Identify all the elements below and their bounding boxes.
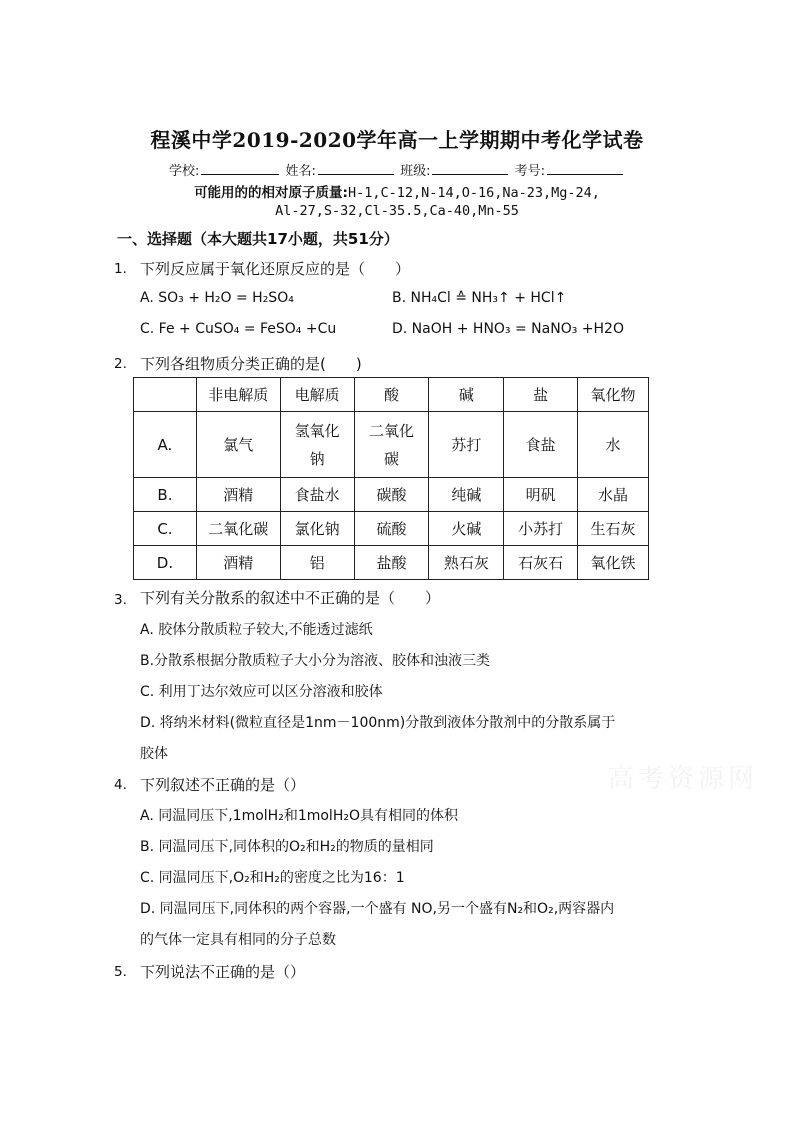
option-d: D. 同温同压下,同体积的两个容器,一个盛有 NO,另一个盛有N₂和O₂,两容器内: [140, 901, 615, 917]
table-cell: 火碱: [429, 512, 504, 546]
table-cell: 铝: [280, 546, 354, 580]
option-d-continued: 的气体一定具有相同的分子总数: [140, 932, 336, 948]
option-d: D. NaOH + HNO₃ = NaNO₃ +H2O: [392, 321, 624, 337]
name-label: 姓名:: [285, 164, 316, 179]
table-cell: 二氧化碳: [354, 412, 429, 478]
table-cell: 水晶: [578, 478, 649, 512]
table-header-cell: 碱: [429, 378, 504, 412]
option-d-continued: 胶体: [140, 746, 168, 762]
table-cell: 食盐水: [280, 478, 354, 512]
school-label: 学校:: [169, 164, 200, 179]
option-a: A. 同温同压下,1molH₂和1molH₂O具有相同的体积: [140, 808, 458, 824]
table-cell: 苏打: [429, 412, 504, 478]
option-c: C. 利用丁达尔效应可以区分溶液和胶体: [140, 684, 383, 700]
question-number: 3.: [114, 592, 127, 608]
option-a: A. 胶体分散质粒子较大,不能透过滤纸: [140, 622, 373, 638]
atomic-mass-line-1: [0, 181, 794, 201]
exam-no-label: 考号:: [514, 164, 545, 179]
school-blank[interactable]: [201, 161, 279, 175]
exam-no-blank[interactable]: [547, 161, 623, 175]
table-row: [134, 478, 649, 512]
atomic-mass-label: 可能用的的相对原子质量:: [194, 185, 348, 201]
class-blank[interactable]: [432, 161, 508, 175]
table-cell: A.: [134, 412, 197, 478]
watermark: 高考资源网: [608, 764, 759, 794]
table-cell: 熟石灰: [429, 546, 504, 580]
table-cell: 纯碱: [429, 478, 504, 512]
atomic-mass-values-2: Al-27,S-32,Cl-35.5,Ca-40,Mn-55: [275, 203, 519, 219]
table-cell: 水: [578, 412, 649, 478]
option-c: C. Fe + CuSO₄ = FeSO₄ +Cu: [140, 321, 337, 337]
student-info-line: [0, 160, 794, 179]
section-title: 一、选择题（本大题共17小题，共51分）: [117, 230, 399, 248]
question-text: 下列叙述不正确的是（）: [140, 776, 306, 794]
table-cell: 盐酸: [354, 546, 429, 580]
question-text: 下列说法不正确的是（）: [140, 963, 306, 981]
table-header-cell: 非电解质: [196, 378, 280, 412]
option-a: A. SO₃ + H₂O = H₂SO₄: [140, 290, 294, 306]
table-cell: 氯气: [196, 412, 280, 478]
option-b: B. NH₄Cl ≙ NH₃↑ + HCl↑: [392, 290, 567, 306]
table-header-cell: 酸: [354, 378, 429, 412]
option-d: D. 将纳米材料(微粒直径是1nm－100nm)分散到液体分散剂中的分散系属于: [140, 715, 616, 731]
table-cell: 氧化铁: [578, 546, 649, 580]
table-header-cell: [134, 378, 197, 412]
question-number: 1.: [114, 261, 127, 277]
question-number: 5.: [114, 964, 127, 980]
table-cell: 小苏打: [504, 512, 578, 546]
table-cell: D.: [134, 546, 197, 580]
table-cell: B.: [134, 478, 197, 512]
page-title: 程溪中学2019-2020学年高一上学期期中考化学试卷: [150, 128, 644, 152]
table-header-cell: 盐: [504, 378, 578, 412]
classification-table: [133, 377, 649, 580]
table-cell: 石灰石: [504, 546, 578, 580]
table-header-cell: 氧化物: [578, 378, 649, 412]
table-cell: 氢氧化钠: [280, 412, 354, 478]
name-blank[interactable]: [318, 161, 394, 175]
table-row: [134, 512, 649, 546]
atomic-mass-values-1: H-1,C-12,N-14,O-16,Na-23,Mg-24,: [347, 185, 600, 201]
table-cell: 酒精: [196, 478, 280, 512]
option-b: B.分散系根据分散质粒子大小分为溶液、胶体和浊液三类: [140, 653, 491, 669]
table-header-cell: 电解质: [280, 378, 354, 412]
question-text: 下列有关分散系的叙述中不正确的是（ ）: [140, 589, 441, 607]
question-text: 下列反应属于氧化还原反应的是（ ）: [140, 260, 411, 278]
table-cell: 硫酸: [354, 512, 429, 546]
table-cell: 生石灰: [578, 512, 649, 546]
table-cell: 食盐: [504, 412, 578, 478]
table-cell: 二氧化碳: [196, 512, 280, 546]
table-cell: 酒精: [196, 546, 280, 580]
table-cell: C.: [134, 512, 197, 546]
table-cell: 碳酸: [354, 478, 429, 512]
class-label: 班级:: [400, 164, 431, 179]
table-row: [134, 412, 649, 478]
table-cell: 氯化钠: [280, 512, 354, 546]
option-c: C. 同温同压下,O₂和H₂的密度之比为16：1: [140, 870, 405, 886]
table-header-row: [134, 378, 649, 412]
table-row: [134, 546, 649, 580]
option-b: B. 同温同压下,同体积的O₂和H₂的物质的量相同: [140, 839, 434, 855]
question-number: 4.: [114, 777, 127, 793]
question-number: 2.: [114, 356, 127, 372]
question-text: 下列各组物质分类正确的是( ): [140, 355, 362, 373]
table-cell: 明矾: [504, 478, 578, 512]
